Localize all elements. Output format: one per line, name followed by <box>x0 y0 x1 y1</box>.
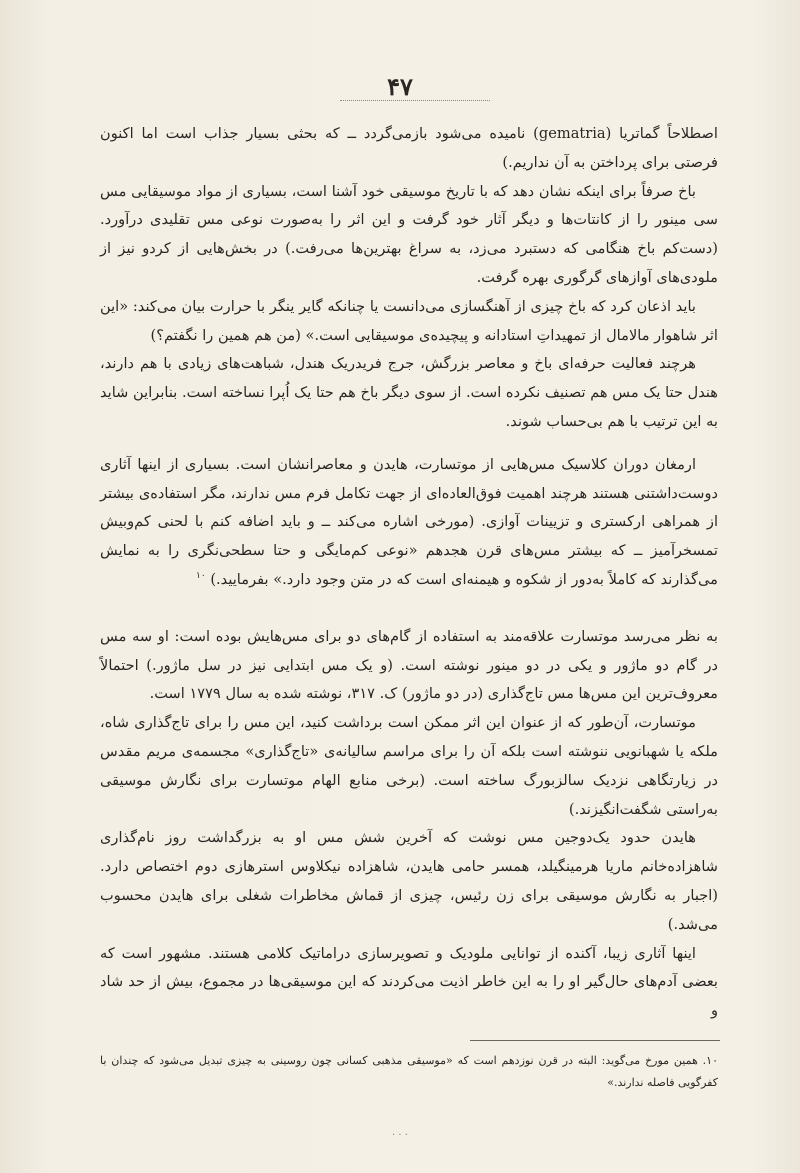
footnote <box>100 1050 718 1094</box>
paragraph-text: ارمغان دوران کلاسیک مس‌هایی از موتسارت، هایدن و معاصرانشان است. بسیاری از اینها آثاری دوست‌داشتنی هستند هرچند اهمیت فوق‌العاده‌ای از جهت تکامل فرم مس ندارند، مگر استفاده‌ی بیشتر از همراهی ارکستری و تزیینات آوازی. (مورخی اشاره می‌کند ــ و باید اضافه کنم با لحنی کم‌وبیش تمسخرآمیز ــ که بیشتر مس‌های قرن هجدهم «نوعی کم‌مایگی و حتا سطحی‌نگری را به نمایش می‌گذارند که کاملاً به‌دور از شکوه و هیمنه‌ای است که در متن وجود دارد.» بفرمایید.) <box>100 455 718 588</box>
paragraph: باخ صرفاً برای اینکه نشان دهد که با تاریخ موسیقی خود آشنا است، بسیاری از مواد موسیقایی مس سی مینور را از کانتات‌ها و دیگر آثار خود گرفت و این اثر را به‌صورت نوعی مس تقلیدی درآورد. (دست‌کم باخ هنگامی که دستبرد می‌زد، به سراغ بهترین‌ها می‌رفت.) در بخش‌هایی از کردو نیز از ملودی‌های آوازهای گرگوری بهره گرفت. <box>100 182 718 286</box>
paragraph: به نظر می‌رسد موتسارت علاقه‌مند به استفاده از گام‌های دو برای مس‌هایش بوده است: او سه مس در گام دو ماژور و یکی در دو مینور نوشته است. (و یک مس ابتدایی نیز در سل ماژور.) احتمالاً معروف‌ترین این مس‌ها مس تاج‌گذاری (در دو ماژور) ک. ۳۱۷، نوشته شده به سال ۱۷۷۹ است. <box>100 627 718 703</box>
paragraph <box>100 451 718 595</box>
footnote-marker: ۱۰ <box>196 571 206 582</box>
header-rule <box>340 100 490 101</box>
body-text <box>100 120 718 1026</box>
footnote-text: ۱۰. همین مورخ می‌گوید: البته در قرن نوزدهم است که «موسیقی مذهبی کسانی چون روسینی به چیزی تبدیل می‌شود که چندان با کفرگویی فاصله ندارند.» <box>100 1054 718 1089</box>
bottom-mark: · · · <box>392 1130 408 1141</box>
paragraph: اصطلاحاً گماتریا (gematria) نامیده می‌شود بازمی‌گردد ــ که بحثی بسیار جذاب است اما اکنون فرصتی برای پرداختن به آن نداریم.) <box>100 125 718 171</box>
paragraph: هرچند فعالیت حرفه‌ای باخ و معاصر بزرگش، جرج فریدریک هندل، شباهت‌های زیادی با هم دارند، هندل حتا یک مس هم تصنیف نکرده است. از سوی دیگر باخ هم حتا یک اُپرا نساخته است. بنابراین شاید به این ترتیب با هم بی‌حساب شوند. <box>100 355 718 430</box>
paragraph: هایدن حدود یک‌دوجین مس نوشت که آخرین شش مس او به بزرگداشت روز نام‌گذاری شاهزاده‌خانم ماریا هرمینگیلد، همسر حامی هایدن، شاهزاده نیکلاوس استرهازی دوم اختصاص دارد. (اجبار به نگارش موسیقی برای زن رئیس، چیزی از قماش مخاطرات شغلی برای هایدن محسوب می‌شد.) <box>100 829 718 933</box>
paragraph: موتسارت، آن‌طور که از عنوان این اثر ممکن است برداشت کنید، این مس را برای تاج‌گذاری شاه، ملکه یا شهبانویی ننوشته است بلکه آن را برای مراسم سالیانه‌ی «تاج‌گذاری» مجسمه‌ی مریم مقدس در زیارتگاهی نزدیک سالزبورگ ساخته است. (برخی منابع الهام موتسارت برای نگارش موسیقی به‌راستی شگفت‌انگیزند.) <box>100 714 718 818</box>
footnote-rule <box>470 1040 720 1041</box>
page-number: ۴۷ <box>387 72 413 101</box>
paragraph: اینها آثاری زیبا، آکنده از توانایی ملودیک و تصویرسازی دراماتیک کلامی هستند. مشهور است که بعضی آدم‌های حال‌گیر او را به این خاطر اذیت می‌کردند که این موسیقی‌ها در مجموع، بیش از حد شاد و <box>100 944 718 1020</box>
paragraph: باید اذعان کرد که باخ چیزی از آهنگسازی می‌دانست یا چنانکه گایر ینگر با حرارت بیان می‌کند: «این اثر شاهوار مالامال از تمهیداتِ استادانه و پیچیده‌ی موسیقایی است.» (من هم همین را نگفتم؟) <box>100 297 718 344</box>
